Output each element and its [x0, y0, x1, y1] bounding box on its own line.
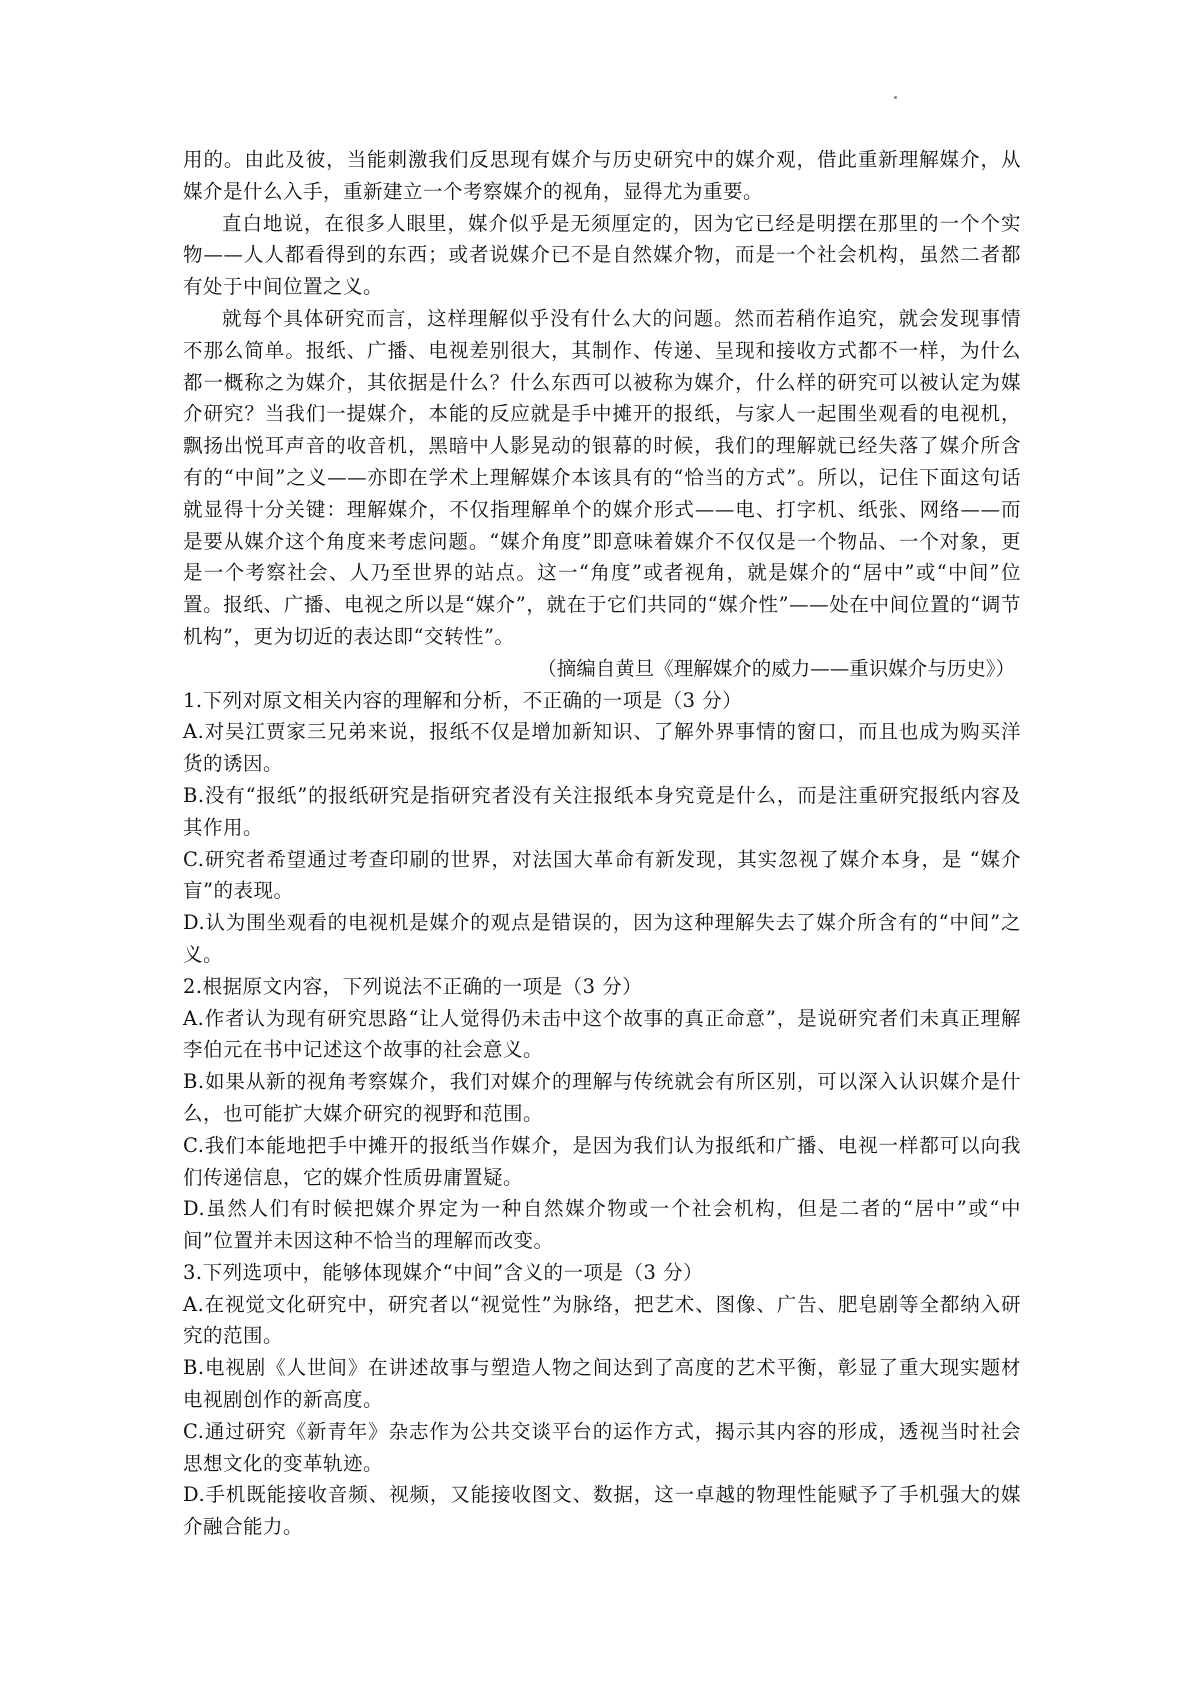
option-c: C.通过研究《新青年》杂志作为公共交谈平台的运作方式，揭示其内容的形成，透视当时社会思想文化的变革轨迹。 [183, 1419, 1021, 1475]
passage-paragraph-2: 直白地说，在很多人眼里，媒介似乎是无须厘定的，因为它已经是明摆在那里的一个个实物——人人都看得到的东西；或者说媒介已不是自然媒介物，而是一个社会机构，虽然二者都有处于中间位置之义。 [183, 211, 1021, 299]
option-d: D.认为围坐观看的电视机是媒介的观点是错误的，因为这种理解失去了媒介所含有的“中间”之义。 [183, 911, 1021, 966]
question-stem: 2.根据原文内容，下列说法不正确的一项是（3 分） [183, 974, 643, 998]
passage-source: （摘编自黄旦《理解媒介的威力——重识媒介与历史》） [537, 656, 1015, 680]
question-stem: 3.下列选项中，能够体现媒介“中间”含义的一项是（3 分） [183, 1260, 704, 1284]
option-b: B.如果从新的视角考察媒介，我们对媒介的理解与传统就会有所区别，可以深入认识媒介是什么，也可能扩大媒介研究的视野和范围。 [183, 1070, 1021, 1125]
exam-page [183, 144, 1021, 1543]
passage-paragraph-3: 就每个具体研究而言，这样理解似乎没有什么大的问题。然而若稍作追究，就会发现事情不那么简单。报纸、广播、电视差别很大，其制作、传递、呈现和接收方式都不一样，为什么都一概称之为媒介，其依据是什么？什么东西可以被称为媒介，什么样的研究可以被认定为媒介研究？当我们一提媒介，本能的反应就是手中摊开的报纸，与家人一起围坐观看的电视机，飘扬出悦耳声音的收音机，黑暗中人影晃动的银幕的时候，我们的理解就已经失落了媒介所含有的“中间”之义——亦即在学术上理解媒介本该具有的“恰当的方式”。所以，记住下面这句话就显得十分关键：理解媒介，不仅指理解单个的媒介形式——电、打字机、纸张、网络——而是要从媒介这个角度来考虑问题。“媒介角度”即意味着媒介不仅仅是一个物品、一个对象，更是一个考察社会、人乃至世界的站点。这一“角度”或者视角，就是媒介的“居中”或“中间”位置。报纸、广播、电视之所以是“媒介”，就在于它们共同的“媒介性”——处在中间位置的“调节机构”，更为切近的表达即“交转性”。 [183, 306, 1021, 648]
option-a: A.在视觉文化研究中，研究者以“视觉性”为脉络，把艺术、图像、广告、肥皂剧等全都纳入研究的范围。 [183, 1292, 1021, 1348]
option-b: B.电视剧《人世间》在讲述故事与塑造人物之间达到了高度的艺术平衡，彰显了重大现实题材电视剧创作的新高度。 [183, 1356, 1021, 1412]
option-c: C.我们本能地把手中摊开的报纸当作媒介，是因为我们认为报纸和广播、电视一样都可以向我们传递信息，它的媒介性质毋庸置疑。 [183, 1133, 1021, 1189]
question-2 [183, 971, 1021, 1257]
option-d: D.虽然人们有时候把媒介界定为一种自然媒介物或一个社会机构，但是二者的“居中”或“中间”位置并未因这种不恰当的理解而改变。 [183, 1197, 1021, 1253]
question-1 [183, 685, 1021, 971]
scan-speck [894, 96, 897, 99]
option-b: B.没有“报纸”的报纸研究是指研究者没有关注报纸本身究竟是什么，而是注重研究报纸内容及其作用。 [183, 783, 1021, 839]
option-c: C.研究者希望通过考查印刷的世界，对法国大革命有新发现，其实忽视了媒介本身，是 “媒介盲”的表现。 [183, 847, 1021, 903]
option-a: A.对吴江贾家三兄弟来说，报纸不仅是增加新知识、了解外界事情的窗口，而且也成为购买洋货的诱因。 [183, 720, 1021, 776]
passage-paragraph-1: 用的。由此及彼，当能刺激我们反思现有媒介与历史研究中的媒介观，借此重新理解媒介，从媒介是什么入手，重新建立一个考察媒介的视角，显得尤为重要。 [183, 148, 1021, 203]
option-a: A.作者认为现有研究思路“让人觉得仍未击中这个故事的真正命意”，是说研究者们未真正理解李伯元在书中记述这个故事的社会意义。 [183, 1006, 1021, 1062]
option-d: D.手机既能接收音频、视频，又能接收图文、数据，这一卓越的物理性能赋予了手机强大的媒介融合能力。 [183, 1483, 1021, 1539]
question-3 [183, 1257, 1021, 1543]
question-stem: 1.下列对原文相关内容的理解和分析，不正确的一项是（3 分） [183, 688, 743, 712]
